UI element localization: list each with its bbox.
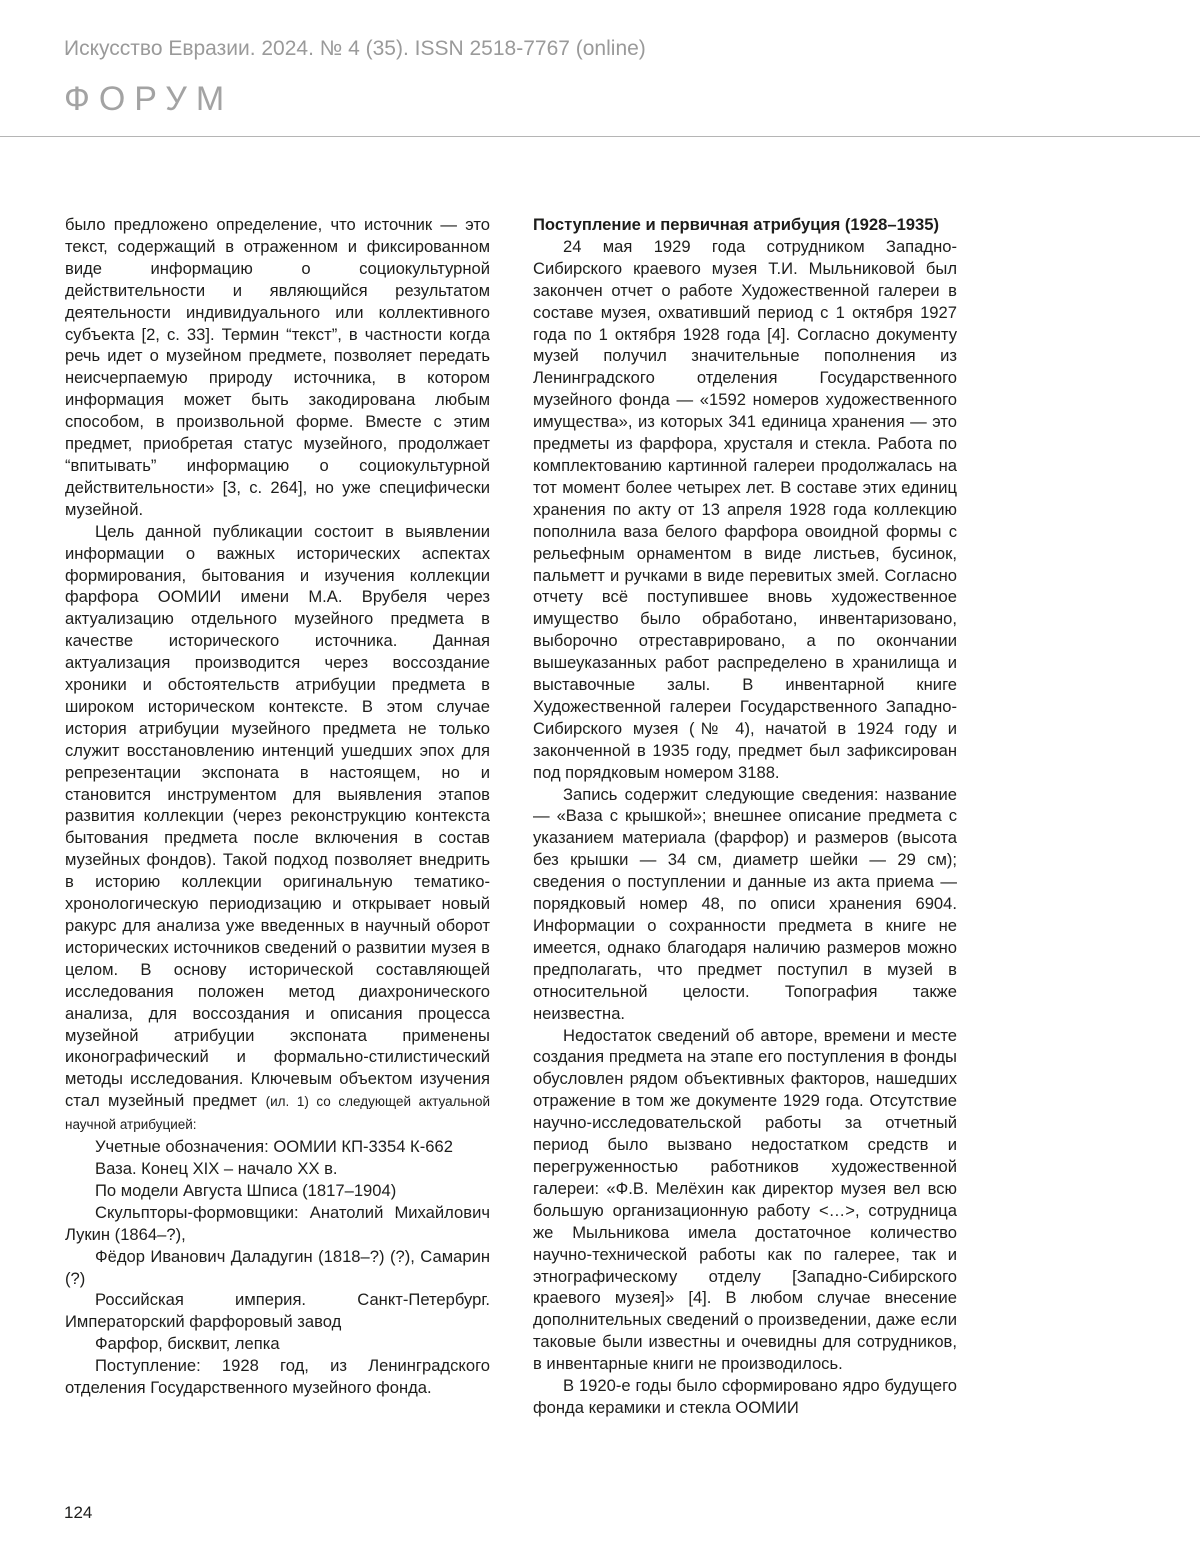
paragraph: В 1920-е годы было сформировано ядро будущего фонда керамики и стекла ООМИИ [533,1376,957,1417]
paragraph [65,521,490,1136]
paragraph: Запись содержит следующие сведения: название — «Ваза с крышкой»; внешнее описание предмета с указанием материала (фарфор) и размеров (высота без крышки — 34 см, диаметр шейки — 29 см); сведения о поступлении и данные из акта приема — порядковый номер 48, по описи хранения 6904. Информации о сохранности предмета в книге не имеется, однако благодаря наличию размеров можно предполагать, что предмет поступил в музей в относительной целости. Топография также неизвестна. [533,784,957,1023]
attribution-line: По модели Августа Шписа (1817–1904) [95,1180,397,1200]
attribution-line: Фёдор Иванович Даладугин (1818–?) (?), Самарин (?) [65,1246,490,1288]
attribution-line: Поступление: 1928 год, из Ленинградского отделения Государственного музейного фонда. [65,1356,490,1398]
paragraph-tail: (ил. 1) со следующей актуальной научной атрибуцией: [65,1094,490,1133]
paragraph: Недостаток сведений об авторе, времени и месте создания предмета на этапе его поступления в фонды обусловлен рядом объективных факторов, нашедших отражение в том же документе 1929 года. Отсутствие научно-исследовательской работы за отчетный период было вызвано недостатком средств и перегруженностью работников художественной галереи: «Ф.В. Мелёхин как директор музея вел всю большую организационную работу <…>, сотрудница же Мыльникова имела достаточное количество научно-технической работы как по галерее, так и этнографическому отделу [Западно-Сибирского краевого музея]» [4]. В любом случае внесение дополнительных сведений о произведении, даже если таковые были известны и очевидны для сотрудников, в инвентарные книги не производилось. [533,1025,957,1374]
attribution-line: Российская империя. Санкт-Петербург. Императорский фарфоровый завод [65,1290,490,1332]
right-column [533,214,957,1419]
header-divider [0,136,1200,137]
paragraph: было предложено определение, что источник — это текст, содержащий в отраженном и фиксированном виде информацию о социокультурной действительности и являющийся результатом деятельности индивидуального или коллективного субъекта [2, с. 33]. Термин “текст”, в частности когда речь идет о музейном предмете, позволяет передать неисчерпаемую природу источника, в котором информация может быть закодирована любым способом, в произвольной форме. Вместе с этим предмет, приобретая статус музейного, продолжает “впитывать” информацию о социокультурной действительности» [3, с. 264], но уже специфически музейной. [65,215,490,519]
attribution-line: Фарфор, бисквит, лепка [95,1334,280,1354]
paragraph-text: Цель данной публикации состоит в выявлении информации о важных исторических аспектах формирования, бытования и изучения коллекции фарфора ООМИИ имени М.А. Врубеля через актуализацию отдельного музейного предмета в качестве исторического источника. Данная актуализация производится через воссоздание хроники и обстоятельств атрибуции предмета в широком историческом контексте. В этом случае история атрибуции музейного предмета не только служит восстановлению интенций ушедших эпох для репрезентации экспоната в настоящем, но и становится инструментом для выявления этапов развития коллекции (через реконструкцию контекста бытования предмета после включения в состав музейных фондов). Такой подход позволяет внедрить в историю коллекции оригинальную тематико-хронологическую периодизацию и открывает новый ракурс для анализа уже введенных в научный оборот исторических источников сведений о развитии музея в целом. В основу исторической составляющей исследования положен метод диахронического анализа, для воссоздания и описания процесса музейной атрибуции экспоната применены иконографический и формально-стилистический методы исследования. Ключевым объектом изучения стал музейный предмет [65,521,490,1111]
left-column [65,214,490,1399]
section-title: ФОРУМ [64,80,234,118]
attribution-line: Учетные обозначения: ООМИИ КП-3354 К-662 [95,1137,453,1157]
attribution-line: Скульпторы-формовщики: Анатолий Михайлович Лукин (1864–?), [65,1202,490,1244]
paragraph: 24 мая 1929 года сотрудником Западно-Сибирского краевого музея Т.И. Мыльниковой был закончен отчет о работе Художественной галереи в составе музея, охвативший период с 1 октября 1927 года по 1 октября 1928 года [4]. Согласно документу музей получил значительные пополнения из Ленинградского отделения Государственного музейного фонда — «1592 номеров художественного имущества», из которых 341 единица хранения — это предметы из фарфора, хрусталя и стекла. Работа по комплектованию картинной галереи продолжалась на тот момент более четырех лет. В составе этих единиц хранения по акту от 13 апреля 1928 года коллекцию пополнила ваза белого фарфора овоидной формы с рельефным орнаментом в виде листьев, бусинок, пальметт и ручками в виде перевитых змей. Согласно отчету всё поступившее вновь художественное имущество было обработано, инвентаризовано, выборочно отреставрировано, а по окончании вышеуказанных работ распределено в хранилища и выставочные залы. В инвентарной книге Художественной галереи Государственного Западно-Сибирского музея (№ 4), начатой в 1924 году и законченной в 1935 году, предмет был зафиксирован под порядковым номером 3188. [533,236,957,782]
page-header [0,0,1200,137]
page-number: 124 [64,1503,93,1522]
attribution-line: Ваза. Конец XIX – начало XX в. [95,1158,338,1178]
subsection-heading: Поступление и первичная атрибуция (1928–1935) [533,215,940,234]
journal-citation: Искусство Евразии. 2024. № 4 (35). ISSN 2518-7767 (online) [64,37,646,60]
